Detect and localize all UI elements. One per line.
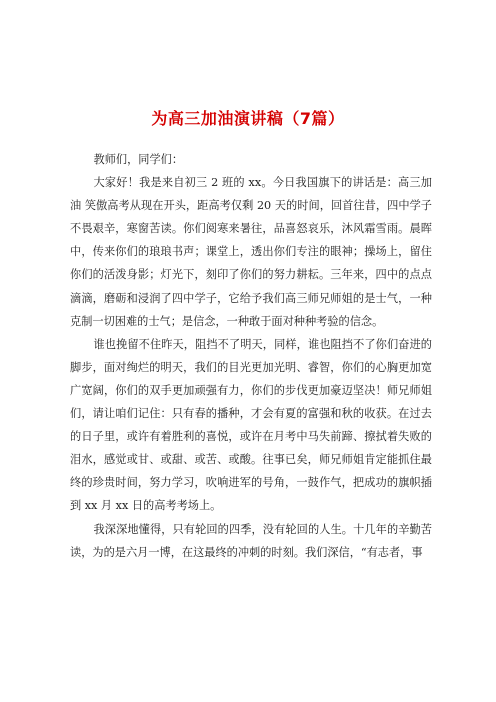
paragraph: 我深深地懂得，只有轮回的四季，没有轮回的人生。十几年的辛勤苦读，为的是六月一博，在这最终的冲刺的时刻。我们深信，“有志者，事	[70, 522, 432, 559]
document-body	[70, 148, 432, 564]
paragraph: 谁也挽留不住昨天，阻挡不了明天，同样，谁也阻挡不了你们奋进的脚步，面对绚烂的明天，我们的目光更加光明、睿智，你们的心胸更加宽广宽阔，你们的双手更加顽强有力，你们的步伐更加豪迈坚决！师兄师姐们，请让咱们记住：只有春的播种，才会有夏的富强和秋的收获。在过去的日子里，或许有着胜利的喜悦，或许在月考中马失前蹄、擦拭着失败的泪水，感觉或甘、或甜、或苦、或酸。往事已矣，师兄师姐肯定能抓住最终的珍贵时间，努力学习，吹响进军的号角，一鼓作气，把成功的旗帜插到 xx 月 xx 日的高考考场上。	[70, 337, 432, 513]
paragraph: 大家好！我是来自初三 2 班的 xx。今日我国旗下的讲话是：高三加油 笑傲高考从现在开头，距高考仅剩 20 天的时间，回首往昔，四中学子不畏艰辛，寒窗苦读。你们阅寒来暑往，品喜怒哀乐，沐风霜雪雨。晨晖中，传来你们的琅琅书声；课堂上，透出你们专注的眼神；操场上，留住你们的活泼身影；灯光下，刻印了你们的努力耕耘。三年来，四中的点点滴滴，磨砺和浸润了四中学子，它给予我们高三师兄师姐的是士气，一种克制一切困难的士气；是信念，一种敢于面对种种考验的信念。	[70, 176, 432, 328]
document-title: 为高三加油演讲稿（7篇）	[151, 109, 345, 128]
paragraph-greeting: 教师们，同学们：	[93, 153, 184, 166]
